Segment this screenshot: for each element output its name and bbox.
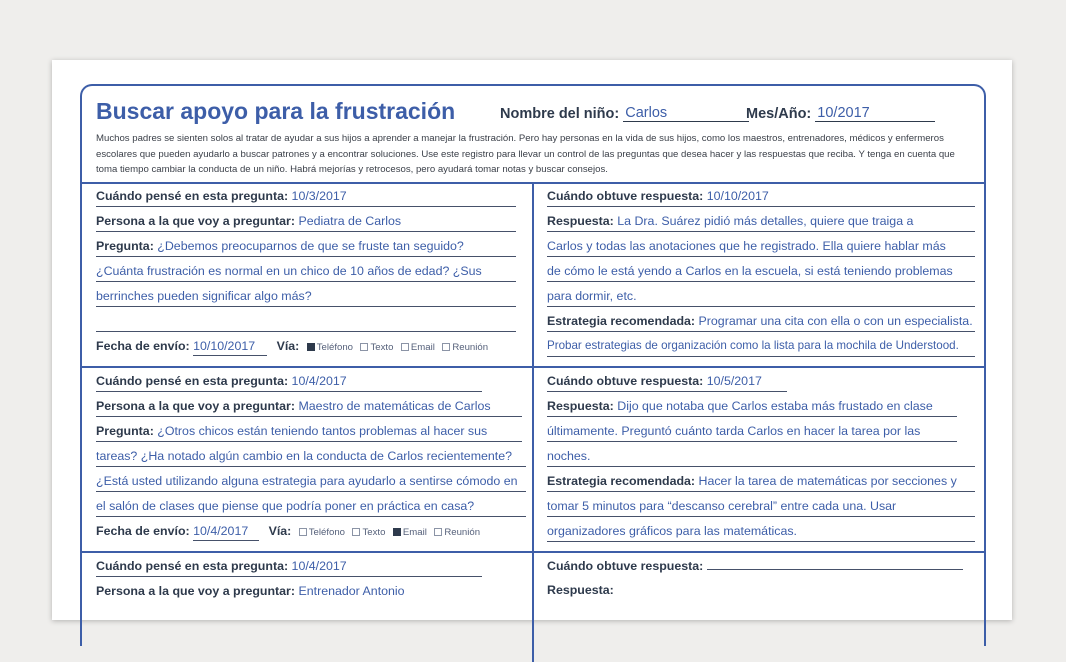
entry-2-answer-cell [547,371,983,546]
question-line [96,446,526,467]
question-label: Pregunta: [96,239,154,253]
entry-1-answer-cell [547,186,983,361]
when-question-label: Cuándo pensé en esta pregunta: [96,374,289,388]
checkbox-icon [401,343,409,351]
answer-text: últimamente. Preguntó cuánto tarda Carlos en hacer la tarea por las [547,424,921,438]
strategy-line [547,521,975,542]
answer-line [547,580,975,600]
answer-line [547,211,975,232]
answer-text: Carlos y todas las anotaciones que he registrado. Ella quiere hablar más [547,239,946,253]
child-name-label: Nombre del niño: [500,106,620,122]
strategy-text: Probar estrategias de organización como la lista para la mochila de Understood. [547,339,959,352]
person-line [96,211,516,232]
question-text: el salón de clases que piense que podría poner en práctica en casa? [96,499,475,513]
answer-line [547,396,957,417]
strategy-line [547,336,975,357]
month-year-value: 10/2017 [815,105,935,122]
question-line [96,261,516,282]
when-question-line [96,186,516,207]
worksheet-header [82,86,984,182]
checkbox-icon [434,528,442,536]
entry-3-question-cell [96,556,532,605]
person-line [96,396,522,417]
send-date-label: Fecha de envío: [96,339,190,353]
question-text: ¿Otros chicos están teniendo tantos problemas al hacer sus [157,424,488,438]
child-name-field [500,105,749,122]
answer-text: de cómo le está yendo a Carlos en la escuela, si está teniendo problemas [547,264,953,278]
page-title: Buscar apoyo para la frustración [96,98,456,124]
person-value: Pediatra de Carlos [298,214,402,228]
send-line [96,336,526,356]
when-question-line [96,556,482,577]
entry-3-answer-cell [547,556,983,604]
question-text: berrinches pueden significar algo más? [96,289,312,303]
answer-line [547,236,975,257]
answer-line [547,261,975,282]
via-label: Vía: [276,339,300,353]
person-value: Maestro de matemáticas de Carlos [298,399,491,413]
answer-line [547,286,975,307]
month-year-field [746,105,935,122]
send-date-label: Fecha de envío: [96,524,190,538]
answer-label: Respuesta: [547,399,614,413]
send-date-value: 10/10/2017 [193,338,267,356]
answer-text: noches. [547,449,591,463]
option-meeting[interactable]: Reunión [442,342,488,353]
when-question-label: Cuándo pensé en esta pregunta: [96,189,289,203]
question-line [96,496,526,517]
when-answer-value: 10/5/2017 [706,374,762,388]
month-year-label: Mes/Año: [746,106,812,122]
question-text: ¿Debemos preocuparnos de que se fruste tan seguido? [157,239,464,253]
checkbox-icon [360,343,368,351]
strategy-text: tomar 5 minutos para “descanso cerebral” entre cada una. Usar [547,499,897,513]
option-email[interactable]: Email [401,342,435,353]
when-question-value: 10/4/2017 [291,559,347,573]
question-line [96,471,526,492]
answer-line [547,446,975,467]
when-answer-value: 10/10/2017 [706,189,769,203]
strategy-line [547,496,975,517]
question-line [96,311,516,332]
checkbox-icon [352,528,360,536]
when-answer-label: Cuándo obtuve respuesta: [547,559,704,573]
entry-2-question-cell [96,371,532,545]
question-text: ¿Cuánta frustración es normal en un chico de 10 años de edad? ¿Sus [96,264,482,278]
answer-label: Respuesta: [547,583,614,597]
send-line [96,521,526,541]
child-name-value: Carlos [623,105,749,122]
option-phone[interactable]: Teléfono [307,342,353,353]
checkbox-icon [299,528,307,536]
strategy-text: Programar una cita con ella o con un especialista. [698,314,973,328]
option-text[interactable]: Texto [352,527,385,538]
when-answer-line [547,186,975,207]
strategy-text: Hacer la tarea de matemáticas por secciones y [698,474,957,488]
answer-text: Dijo que notaba que Carlos estaba más frustado en clase [617,399,933,413]
when-answer-label: Cuándo obtuve respuesta: [547,189,704,203]
when-answer-value [707,569,963,570]
question-text: tareas? ¿Ha notado algún cambio en la conducta de Carlos recientemente? [96,449,513,463]
option-email[interactable]: Email [393,527,427,538]
question-line [96,236,516,257]
person-label: Persona a la que voy a preguntar: [96,584,296,598]
checkbox-checked-icon [307,343,315,351]
worksheet-frame [80,84,986,646]
when-answer-line [547,556,975,576]
option-text[interactable]: Texto [360,342,393,353]
option-meeting[interactable]: Reunión [434,527,480,538]
checkbox-icon [442,343,450,351]
question-line [96,421,522,442]
when-answer-label: Cuándo obtuve respuesta: [547,374,704,388]
question-text: ¿Está usted utilizando alguna estrategia para ayudarlo a sentirse cómodo en [96,474,518,488]
question-line [96,286,516,307]
person-label: Persona a la que voy a preguntar: [96,214,296,228]
answer-text: La Dra. Suárez pidió más detalles, quiere que traiga a [617,214,914,228]
when-question-label: Cuándo pensé en esta pregunta: [96,559,289,573]
intro-text: Muchos padres se sienten solos al tratar de ayudar a sus hijos a aprender a manejar la frustración. Pero hay personas en la vida de sus hijos, como los maestros, entrenadores, médicos y enfermeros escolares que pueden ayudarlo a buscar patrones y a encontrar soluciones. Use este registro para llevar un control de las preguntas que desea hacer y las respuestas que reciba. Y tenga en cuenta que toma tiempo cambiar la conducta de un niño. Habrá mejorías y retrocesos, pero ayudará tomar notas y buscar consejos. [96,133,955,175]
option-phone[interactable]: Teléfono [299,527,345,538]
via-label: Vía: [268,524,292,538]
strategy-label: Estrategia recomendada: [547,314,696,328]
when-question-value: 10/3/2017 [291,189,347,203]
person-value: Entrenador Antonio [298,584,405,598]
answer-text: para dormir, etc. [547,289,637,303]
strategy-line [547,311,975,332]
question-label: Pregunta: [96,424,154,438]
strategy-text: organizadores gráficos para las matemáticas. [547,524,797,538]
person-label: Persona a la que voy a preguntar: [96,399,296,413]
when-answer-line [547,371,787,392]
send-date-value: 10/4/2017 [193,523,259,541]
when-question-value: 10/4/2017 [291,374,347,388]
strategy-line [547,471,975,492]
strategy-label: Estrategia recomendada: [547,474,696,488]
answer-label: Respuesta: [547,214,614,228]
worksheet-page [52,60,1012,620]
entry-1-question-cell [96,186,532,360]
person-line [96,581,522,601]
checkbox-checked-icon [393,528,401,536]
answer-line [547,421,957,442]
column-divider [532,182,534,662]
when-question-line [96,371,482,392]
